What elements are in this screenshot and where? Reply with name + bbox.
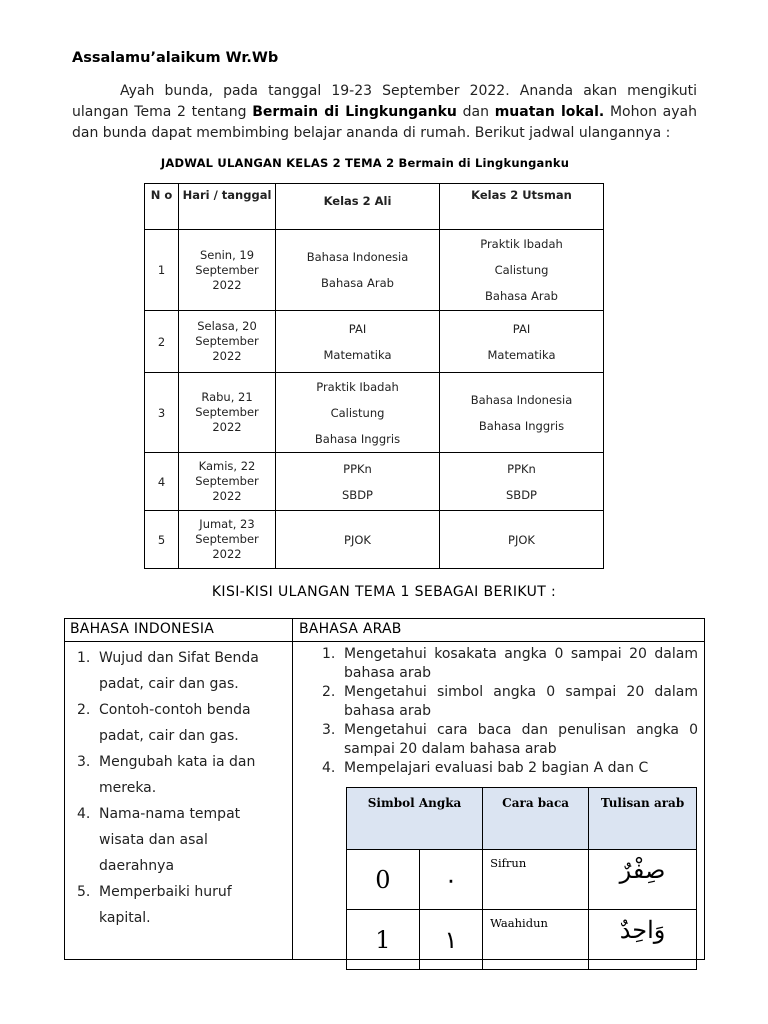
- item-text: Nama-nama tempat wisata dan asal daerahnya: [99, 806, 241, 874]
- bi-list: [71, 645, 287, 931]
- header-divider: [65, 641, 704, 642]
- item-number: 1.: [77, 650, 91, 666]
- item-number: 4.: [77, 806, 91, 822]
- subject: Matematika: [487, 347, 556, 362]
- intro-bold-theme: Bermain di Lingkunganku: [252, 104, 457, 120]
- header-reading: Cara baca: [483, 788, 589, 850]
- subject: Bahasa Inggris: [314, 431, 401, 446]
- row-day: Selasa, 20 September 2022: [179, 311, 276, 373]
- header-symbol: Simbol Angka: [347, 788, 483, 850]
- subject: PAI: [348, 321, 367, 336]
- subjects-utsman: [440, 311, 604, 373]
- row-number: 1: [145, 230, 179, 311]
- subjects-ali: [276, 511, 440, 569]
- item-text: Mengetahui simbol angka 0 sampai 20 dalam bahasa arab: [344, 684, 698, 719]
- subject: Bahasa Indonesia: [306, 250, 409, 264]
- bi-item: [71, 879, 287, 931]
- schedule-row: [145, 311, 604, 373]
- bi-item: [71, 697, 287, 749]
- item-text: Memperbaiki huruf kapital.: [99, 884, 232, 926]
- schedule-row: [145, 511, 604, 569]
- arabic-digit: ٠: [419, 850, 482, 910]
- ba-list: [304, 645, 698, 778]
- bi-item: [71, 801, 287, 879]
- item-text: Contoh-contoh benda padat, cair dan gas.: [99, 702, 251, 744]
- row-number: 4: [145, 453, 179, 511]
- subject: PPKn: [343, 461, 372, 476]
- arabic-digit: ١: [419, 910, 482, 970]
- column-divider: [292, 619, 293, 959]
- subjects-ali: [276, 453, 440, 511]
- item-number: 1.: [322, 646, 336, 662]
- schedule-row: [145, 373, 604, 453]
- ba-item: [304, 721, 698, 759]
- kisi-table: [64, 618, 705, 960]
- intro-bold-local: muatan lokal.: [494, 104, 605, 120]
- latin-digit: 0: [347, 850, 420, 910]
- subjects-ali: [276, 230, 440, 311]
- arabic-number-row: [347, 850, 697, 910]
- subject: Praktik Ibadah: [480, 237, 563, 251]
- bi-heading: BAHASA INDONESIA: [70, 621, 214, 637]
- greeting: Assalamu’alaikum Wr.Wb: [72, 50, 279, 66]
- schedule-title: JADWAL ULANGAN KELAS 2 TEMA 2 Bermain di Lingkunganku: [160, 156, 570, 170]
- arabic-number-row: [347, 910, 697, 970]
- header-ali: Kelas 2 Ali: [276, 184, 440, 230]
- schedule-table: [144, 183, 604, 569]
- kisi-title: KISI-KISI ULANGAN TEMA 1 SEBAGAI BERIKUT :: [211, 584, 557, 600]
- subject: Praktik Ibadah: [316, 379, 399, 394]
- item-number: 4.: [322, 760, 336, 776]
- subjects-utsman: [440, 453, 604, 511]
- header-day: Hari / tanggal: [179, 184, 276, 230]
- header-utsman: Kelas 2 Utsman: [440, 184, 604, 230]
- subject: Bahasa Inggris: [478, 418, 565, 433]
- latin-digit: 1: [347, 910, 420, 970]
- item-text: Mengubah kata ia dan mereka.: [99, 754, 256, 796]
- subject: Calistung: [330, 405, 385, 420]
- subjects-utsman: [440, 373, 604, 453]
- item-number: 3.: [77, 754, 91, 770]
- row-number: 2: [145, 311, 179, 373]
- subject: Matematika: [323, 347, 392, 362]
- header-arabic-writing: Tulisan arab: [589, 788, 697, 850]
- row-day: Kamis, 22 September 2022: [179, 453, 276, 511]
- subject: PAI: [512, 321, 531, 336]
- item-text: Mempelajari evaluasi bab 2 bagian A dan C: [344, 760, 649, 776]
- intro-text-2: dan: [456, 104, 495, 120]
- subject: SBDP: [342, 487, 373, 502]
- arabic-word: صِفْرٌ: [589, 850, 697, 910]
- subject: Calistung: [494, 263, 549, 277]
- row-number: 3: [145, 373, 179, 453]
- item-text: Mengetahui cara baca dan penulisan angka 0 sampai 20 dalam bahasa arab: [344, 722, 698, 757]
- item-number: 3.: [322, 722, 336, 738]
- schedule-row: [145, 230, 604, 311]
- subject: Bahasa Arab: [321, 276, 394, 290]
- row-day: Senin, 19 September 2022: [179, 230, 276, 311]
- subject: Bahasa Arab: [485, 289, 558, 303]
- subjects-utsman: [440, 230, 604, 311]
- subjects-utsman: [440, 511, 604, 569]
- schedule-row: [145, 453, 604, 511]
- bi-item: [71, 645, 287, 697]
- number-reading: Waahidun: [483, 910, 589, 970]
- subject: PJOK: [508, 532, 535, 547]
- subject: Bahasa Indonesia: [470, 392, 573, 407]
- intro-paragraph: [72, 81, 697, 144]
- subject: SBDP: [506, 487, 537, 502]
- arabic-word: وَاحِدٌ: [589, 910, 697, 970]
- item-number: 2.: [77, 702, 91, 718]
- subjects-ali: [276, 311, 440, 373]
- row-number: 5: [145, 511, 179, 569]
- row-day: Jumat, 23 September 2022: [179, 511, 276, 569]
- subjects-ali: [276, 373, 440, 453]
- ba-heading: BAHASA ARAB: [299, 621, 402, 637]
- row-day: Rabu, 21 September 2022: [179, 373, 276, 453]
- item-text: Mengetahui kosakata angka 0 sampai 20 dalam bahasa arab: [344, 646, 698, 681]
- intro-text-1: Ayah bunda, pada tanggal 19-23 September 2022. Ananda akan mengikuti ulangan Tema 2 tentang: [72, 83, 697, 120]
- ba-item: [304, 683, 698, 721]
- arabic-numbers-table: [346, 787, 697, 970]
- item-number: 5.: [77, 884, 91, 900]
- subject: PJOK: [344, 532, 371, 547]
- item-number: 2.: [322, 684, 336, 700]
- item-text: Wujud dan Sifat Benda padat, cair dan gas.: [99, 650, 259, 692]
- intro-text-3: Mohon ayah dan bunda dapat membimbing belajar ananda di rumah. Berikut jadwal ulangannya :: [72, 104, 697, 141]
- ba-item: [304, 645, 698, 683]
- header-no: N o: [145, 184, 179, 230]
- subject: PPKn: [507, 461, 536, 476]
- bi-item: [71, 749, 287, 801]
- number-reading: Sifrun: [483, 850, 589, 910]
- ba-item: [304, 759, 698, 778]
